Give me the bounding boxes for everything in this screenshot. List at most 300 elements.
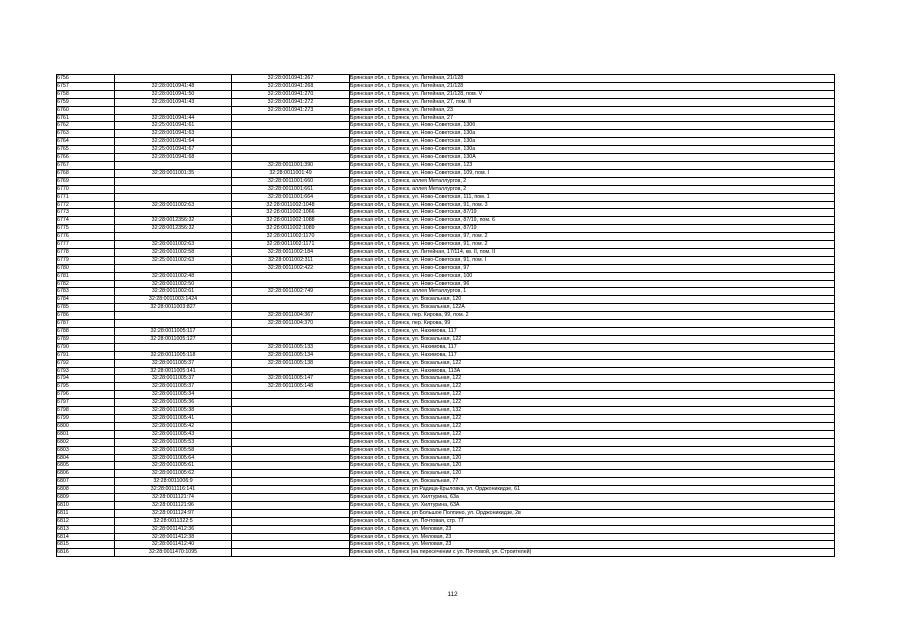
- address-cell: Брянская обл., г. Брянск, ул. Нахимова, 117: [350, 343, 835, 351]
- address-cell: Брянская обл., г. Брянск, ул. Литейная, 27, пом. II: [350, 98, 835, 106]
- land-cadastral-number-cell: 32:28:0011002:63: [115, 201, 232, 209]
- document-page: [56, 74, 835, 557]
- table-row: [57, 256, 835, 264]
- land-cadastral-number-cell: 32:28:0010941:68: [115, 154, 232, 162]
- address-cell: Брянская обл., г. Брянск, ул. Вокзальная, 122: [350, 391, 835, 399]
- address-cell: Брянская обл., г. Брянск, ул. Хилтурина, 63а: [350, 494, 835, 502]
- row-number-cell: 6761: [57, 114, 115, 122]
- address-cell: Брянская обл., г. Брянск, ул. Нахимова, 113А: [350, 367, 835, 375]
- row-number-cell: 6785: [57, 304, 115, 312]
- land-cadastral-number-cell: 32:28:0011005:117: [115, 328, 232, 336]
- row-number-cell: 6798: [57, 407, 115, 415]
- building-cadastral-number-cell: [232, 470, 350, 478]
- address-cell: Брянская обл., г. Брянск, ул. Вокзальная, 122: [350, 335, 835, 343]
- row-number-cell: 6756: [57, 75, 115, 83]
- table-row: [57, 549, 835, 557]
- building-cadastral-number-cell: 32:28:0010941:268: [232, 82, 350, 90]
- address-cell: Брянская обл., г. Брянск, ул. Ново-Советская, 123: [350, 161, 835, 169]
- address-cell: Брянская обл., г. Брянск, ул. Литейная, 17/114, кв. II, пом. II: [350, 248, 835, 256]
- address-cell: Брянская обл., г. Брянск, ул. Вокзальная, 122: [350, 383, 835, 391]
- land-cadastral-number-cell: 32:28:0011322:5: [115, 517, 232, 525]
- building-cadastral-number-cell: [232, 146, 350, 154]
- land-cadastral-number-cell: 32:28:0011005:37: [115, 383, 232, 391]
- table-row: [57, 320, 835, 328]
- address-cell: Брянская обл., г. Брянск, ул. Вокзальная, 122: [350, 359, 835, 367]
- table-row: [57, 193, 835, 201]
- land-cadastral-number-cell: [115, 264, 232, 272]
- land-cadastral-number-cell: 32:28:0011005:127: [115, 335, 232, 343]
- table-row: [57, 138, 835, 146]
- building-cadastral-number-cell: 32:28:0011002:184: [232, 248, 350, 256]
- land-cadastral-number-cell: 32:28:0010941:64: [115, 138, 232, 146]
- land-cadastral-number-cell: 32:25:0011002:63: [115, 256, 232, 264]
- row-number-cell: 6793: [57, 367, 115, 375]
- table-row: [57, 185, 835, 193]
- row-number-cell: 6790: [57, 343, 115, 351]
- table-row: [57, 82, 835, 90]
- land-cadastral-number-cell: 32:28:0011121:74: [115, 494, 232, 502]
- land-cadastral-number-cell: [115, 75, 232, 83]
- building-cadastral-number-cell: [232, 438, 350, 446]
- address-cell: Брянская обл., г. Брянск, ул. Вокзальная, 132: [350, 407, 835, 415]
- address-cell: Брянская обл., г. Брянск, ул. Вокзальная, 120: [350, 296, 835, 304]
- building-cadastral-number-cell: [232, 399, 350, 407]
- address-cell: Брянская обл., г. Брянск, ул. Вокзальная, 120: [350, 454, 835, 462]
- land-cadastral-number-cell: 32:28:0011005:62: [115, 470, 232, 478]
- table-row: [57, 541, 835, 549]
- table-row: [57, 470, 835, 478]
- table-row: [57, 501, 835, 509]
- row-number-cell: 6804: [57, 454, 115, 462]
- table-row: [57, 169, 835, 177]
- building-cadastral-number-cell: [232, 391, 350, 399]
- land-cadastral-number-cell: 32:28:0011116:141: [115, 486, 232, 494]
- address-cell: Брянская обл., г. Брянск, ул. Ново-Советская, 130а: [350, 138, 835, 146]
- building-cadastral-number-cell: [232, 517, 350, 525]
- table-row: [57, 351, 835, 359]
- address-cell: Брянская обл., г. Брянск, ул. Меловая, 23: [350, 533, 835, 541]
- land-cadastral-number-cell: 32:28:0011002:63: [115, 241, 232, 249]
- row-number-cell: 6774: [57, 217, 115, 225]
- building-cadastral-number-cell: [232, 533, 350, 541]
- land-cadastral-number-cell: 32:28:0011124:97: [115, 509, 232, 517]
- table-row: [57, 328, 835, 336]
- table-row: [57, 359, 835, 367]
- building-cadastral-number-cell: 32:28:0011002:311: [232, 256, 350, 264]
- land-cadastral-number-cell: 32:28:0011005:118: [115, 351, 232, 359]
- address-cell: Брянская обл., г. Брянск, ул. Нахимова, 117: [350, 351, 835, 359]
- row-number-cell: 6771: [57, 193, 115, 201]
- building-cadastral-number-cell: [232, 430, 350, 438]
- land-cadastral-number-cell: 32:28:0011005:41: [115, 414, 232, 422]
- building-cadastral-number-cell: 32:28:0011001:660: [232, 177, 350, 185]
- building-cadastral-number-cell: 32:28:0011004:367: [232, 312, 350, 320]
- land-cadastral-number-cell: 32:28:0011001:35: [115, 169, 232, 177]
- table-row: [57, 422, 835, 430]
- table-row: [57, 225, 835, 233]
- building-cadastral-number-cell: [232, 494, 350, 502]
- row-number-cell: 6792: [57, 359, 115, 367]
- row-number-cell: 6814: [57, 533, 115, 541]
- address-cell: Брянская обл., г. Брянск, ул. Нахимова, 117: [350, 328, 835, 336]
- land-cadastral-number-cell: [115, 343, 232, 351]
- row-number-cell: 6809: [57, 494, 115, 502]
- table-row: [57, 146, 835, 154]
- building-cadastral-number-cell: [232, 446, 350, 454]
- table-row: [57, 486, 835, 494]
- building-cadastral-number-cell: 32:28:0011005:138: [232, 359, 350, 367]
- row-number-cell: 6810: [57, 501, 115, 509]
- table-row: [57, 217, 835, 225]
- row-number-cell: 6801: [57, 430, 115, 438]
- address-cell: Брянская обл., г. Брянск, рп Большое Полпино, ул. Орджоникидзе, 2в: [350, 509, 835, 517]
- building-cadastral-number-cell: [232, 407, 350, 415]
- address-cell: Брянская обл., г. Брянск, аллея Металлургов, 2: [350, 185, 835, 193]
- row-number-cell: 6778: [57, 248, 115, 256]
- building-cadastral-number-cell: [232, 280, 350, 288]
- table-row: [57, 241, 835, 249]
- building-cadastral-number-cell: 32:28:0010941:270: [232, 90, 350, 98]
- row-number-cell: 6815: [57, 541, 115, 549]
- address-cell: Брянская обл., г. Брянск, ул. Хилтурина, 63А: [350, 501, 835, 509]
- land-cadastral-number-cell: 32:28:0011005:43: [115, 430, 232, 438]
- address-cell: Брянская обл., г. Брянск, ул. Ново-Советская, 87/19: [350, 209, 835, 217]
- land-cadastral-number-cell: [115, 233, 232, 241]
- table-row: [57, 312, 835, 320]
- address-cell: Брянская обл., г. Брянск, ул. Ново-Советская, 130б: [350, 122, 835, 130]
- building-cadastral-number-cell: [232, 549, 350, 557]
- building-cadastral-number-cell: 32:28:0011001:661: [232, 185, 350, 193]
- table-row: [57, 391, 835, 399]
- address-cell: Брянская обл., г. Брянск, ул. Вокзальная, 122: [350, 446, 835, 454]
- table-row: [57, 383, 835, 391]
- row-number-cell: 6768: [57, 169, 115, 177]
- table-row: [57, 280, 835, 288]
- land-cadastral-number-cell: 32:28:0012356:32: [115, 225, 232, 233]
- building-cadastral-number-cell: [232, 138, 350, 146]
- cadastral-table: [56, 74, 835, 557]
- address-cell: Брянская обл., г. Брянск, ул. Литейная, 21/128: [350, 75, 835, 83]
- land-cadastral-number-cell: 32:28:0010941:48: [115, 82, 232, 90]
- row-number-cell: 6805: [57, 462, 115, 470]
- building-cadastral-number-cell: 32:28:0011002:1170: [232, 233, 350, 241]
- building-cadastral-number-cell: 32:28:0011002:422: [232, 264, 350, 272]
- row-number-cell: 6789: [57, 335, 115, 343]
- land-cadastral-number-cell: 32:28:0011412:40: [115, 541, 232, 549]
- address-cell: Брянская обл., г. Брянск, ул. Вокзальная, 122: [350, 414, 835, 422]
- row-number-cell: 6784: [57, 296, 115, 304]
- building-cadastral-number-cell: [232, 122, 350, 130]
- row-number-cell: 6799: [57, 414, 115, 422]
- address-cell: Брянская обл., г. Брянск, ул. Вокзальная, 120: [350, 470, 835, 478]
- land-cadastral-number-cell: [115, 320, 232, 328]
- building-cadastral-number-cell: 32:28:0011005:148: [232, 383, 350, 391]
- row-number-cell: 6762: [57, 122, 115, 130]
- land-cadastral-number-cell: 32:25:0010941:67: [115, 146, 232, 154]
- address-cell: Брянская обл., г. Брянск, ул. Ново-Советская, 100: [350, 272, 835, 280]
- row-number-cell: 6779: [57, 256, 115, 264]
- table-row: [57, 462, 835, 470]
- table-row: [57, 177, 835, 185]
- row-number-cell: 6812: [57, 517, 115, 525]
- address-cell: Брянская обл., г. Брянск, пер. Кирова, 99: [350, 320, 835, 328]
- row-number-cell: 6813: [57, 525, 115, 533]
- land-cadastral-number-cell: 32:28:0011005:37: [115, 375, 232, 383]
- building-cadastral-number-cell: 32:28:0010941:272: [232, 98, 350, 106]
- row-number-cell: 6795: [57, 383, 115, 391]
- row-number-cell: 6775: [57, 225, 115, 233]
- table-row: [57, 201, 835, 209]
- table-row: [57, 304, 835, 312]
- building-cadastral-number-cell: [232, 422, 350, 430]
- building-cadastral-number-cell: [232, 462, 350, 470]
- land-cadastral-number-cell: 32:28:0010941:63: [115, 130, 232, 138]
- building-cadastral-number-cell: [232, 272, 350, 280]
- building-cadastral-number-cell: 32:28:0011001:390: [232, 161, 350, 169]
- land-cadastral-number-cell: 32:28:0011003:1424: [115, 296, 232, 304]
- building-cadastral-number-cell: [232, 296, 350, 304]
- land-cadastral-number-cell: 32:28:0011003:827: [115, 304, 232, 312]
- address-cell: Брянская обл., г. Брянск, ул. Литейная, 21/128, пом. V: [350, 90, 835, 98]
- row-number-cell: 6806: [57, 470, 115, 478]
- address-cell: Брянская обл., г. Брянск, ул. Литейная, 23: [350, 106, 835, 114]
- address-cell: Брянская обл., г. Брянск, ул. Ново-Советская, 109, пом. I: [350, 169, 835, 177]
- building-cadastral-number-cell: [232, 114, 350, 122]
- address-cell: Брянская обл., г. Брянск, рп Радица-Крыловка, ул. Орджоникидзе, 61: [350, 486, 835, 494]
- table-row: [57, 343, 835, 351]
- table-row: [57, 233, 835, 241]
- land-cadastral-number-cell: 32:28:0012356:32: [115, 217, 232, 225]
- land-cadastral-number-cell: 32:28:0011006:9: [115, 478, 232, 486]
- table-row: [57, 130, 835, 138]
- row-number-cell: 6767: [57, 161, 115, 169]
- address-cell: Брянская обл., г. Брянск, ул. Литейная, 27: [350, 114, 835, 122]
- address-cell: Брянская обл., г. Брянск, ул. Ново-Советская, 130а: [350, 130, 835, 138]
- land-cadastral-number-cell: 32:28:0011005:42: [115, 422, 232, 430]
- row-number-cell: 6787: [57, 320, 115, 328]
- land-cadastral-number-cell: [115, 177, 232, 185]
- address-cell: Брянская обл., г. Брянск, ул. Вокзальная, 77: [350, 478, 835, 486]
- address-cell: Брянская обл., г. Брянск, ул. Ново-Советская, 91, пом. 3: [350, 201, 835, 209]
- table-row: [57, 478, 835, 486]
- table-row: [57, 75, 835, 83]
- table-body: [57, 75, 835, 557]
- building-cadastral-number-cell: 32:28:0011002:1088: [232, 217, 350, 225]
- row-number-cell: 6776: [57, 233, 115, 241]
- building-cadastral-number-cell: 32:28:0011004:370: [232, 320, 350, 328]
- address-cell: Брянская обл., г. Брянск, ул. Ново-Советская, 97: [350, 264, 835, 272]
- row-number-cell: 6791: [57, 351, 115, 359]
- building-cadastral-number-cell: 32:28:0011005:147: [232, 375, 350, 383]
- row-number-cell: 6758: [57, 90, 115, 98]
- row-number-cell: 6777: [57, 241, 115, 249]
- address-cell: Брянская обл., г. Брянск, ул. Ново-Советская, 87/19, пом. 6: [350, 217, 835, 225]
- row-number-cell: 6803: [57, 446, 115, 454]
- row-number-cell: 6807: [57, 478, 115, 486]
- land-cadastral-number-cell: [115, 312, 232, 320]
- land-cadastral-number-cell: 32:28:0011005:53: [115, 438, 232, 446]
- table-row: [57, 438, 835, 446]
- land-cadastral-number-cell: 32:28:0011005:58: [115, 446, 232, 454]
- row-number-cell: 6794: [57, 375, 115, 383]
- building-cadastral-number-cell: 32:28:0011002:1048: [232, 201, 350, 209]
- land-cadastral-number-cell: 32:28:0011005:37: [115, 359, 232, 367]
- building-cadastral-number-cell: [232, 525, 350, 533]
- land-cadastral-number-cell: 32:28:0011470:1095: [115, 549, 232, 557]
- row-number-cell: 6772: [57, 201, 115, 209]
- row-number-cell: 6773: [57, 209, 115, 217]
- row-number-cell: 6769: [57, 177, 115, 185]
- building-cadastral-number-cell: 32:28:0011002:1066: [232, 209, 350, 217]
- table-row: [57, 296, 835, 304]
- row-number-cell: 6782: [57, 280, 115, 288]
- land-cadastral-number-cell: 32:28:0011005:36: [115, 399, 232, 407]
- address-cell: Брянская обл., г. Брянск (на пересечении с ул. Почтовой, ул. Строителей): [350, 549, 835, 557]
- address-cell: Брянская обл., г. Брянск, аллея Металлургов, 2: [350, 177, 835, 185]
- table-row: [57, 407, 835, 415]
- building-cadastral-number-cell: [232, 414, 350, 422]
- land-cadastral-number-cell: 32:28:0011005:64: [115, 454, 232, 462]
- row-number-cell: 6763: [57, 130, 115, 138]
- table-row: [57, 161, 835, 169]
- table-row: [57, 446, 835, 454]
- building-cadastral-number-cell: [232, 509, 350, 517]
- address-cell: Брянская обл., г. Брянск, ул. Вокзальная, 122: [350, 375, 835, 383]
- building-cadastral-number-cell: [232, 541, 350, 549]
- building-cadastral-number-cell: [232, 335, 350, 343]
- land-cadastral-number-cell: 32:28:0011412:38: [115, 533, 232, 541]
- land-cadastral-number-cell: 32:28:0011002:58: [115, 248, 232, 256]
- table-row: [57, 106, 835, 114]
- row-number-cell: 6811: [57, 509, 115, 517]
- table-row: [57, 335, 835, 343]
- page-number: 112: [447, 591, 458, 598]
- address-cell: Брянская обл., г. Брянск, ул. Ново-Советская, 91, пом. 2: [350, 241, 835, 249]
- table-row: [57, 122, 835, 130]
- land-cadastral-number-cell: 32:28:0011005:34: [115, 391, 232, 399]
- table-row: [57, 367, 835, 375]
- address-cell: Брянская обл., г. Брянск, ул. Вокзальная, 122: [350, 422, 835, 430]
- building-cadastral-number-cell: 32:28:0011005:134: [232, 351, 350, 359]
- building-cadastral-number-cell: [232, 304, 350, 312]
- address-cell: Брянская обл., г. Брянск, ул. Меловая, 23: [350, 541, 835, 549]
- land-cadastral-number-cell: 32:28:0011412:36: [115, 525, 232, 533]
- row-number-cell: 6796: [57, 391, 115, 399]
- building-cadastral-number-cell: 32:28:0011001:664: [232, 193, 350, 201]
- building-cadastral-number-cell: [232, 454, 350, 462]
- table-row: [57, 264, 835, 272]
- row-number-cell: 6808: [57, 486, 115, 494]
- land-cadastral-number-cell: 32:28:0010941:50: [115, 90, 232, 98]
- address-cell: Брянская обл., г. Брянск, ул. Меловая, 23: [350, 525, 835, 533]
- land-cadastral-number-cell: 32:28:0011002:50: [115, 280, 232, 288]
- table-row: [57, 414, 835, 422]
- row-number-cell: 6816: [57, 549, 115, 557]
- address-cell: Брянская обл., г. Брянск, ул. Вокзальная, 120: [350, 462, 835, 470]
- building-cadastral-number-cell: 32:28:0011002:749: [232, 288, 350, 296]
- land-cadastral-number-cell: 32:28:0011005:141: [115, 367, 232, 375]
- address-cell: Брянская обл., г. Брянск, ул. Ново-Советская, 111, пом. 1: [350, 193, 835, 201]
- table-row: [57, 509, 835, 517]
- address-cell: Брянская обл., г. Брянск, ул. Литейная, 21/128: [350, 82, 835, 90]
- building-cadastral-number-cell: 32:28:0011002:1171: [232, 241, 350, 249]
- building-cadastral-number-cell: 32:28:0010941:273: [232, 106, 350, 114]
- table-row: [57, 399, 835, 407]
- row-number-cell: 6764: [57, 138, 115, 146]
- building-cadastral-number-cell: 32:28:0011005:133: [232, 343, 350, 351]
- row-number-cell: 6797: [57, 399, 115, 407]
- table-row: [57, 288, 835, 296]
- building-cadastral-number-cell: 32:28:0011001:49: [232, 169, 350, 177]
- land-cadastral-number-cell: [115, 209, 232, 217]
- table-row: [57, 525, 835, 533]
- address-cell: Брянская обл., г. Брянск, ул. Вокзальная, 122: [350, 430, 835, 438]
- row-number-cell: 6765: [57, 146, 115, 154]
- table-row: [57, 114, 835, 122]
- row-number-cell: 6781: [57, 272, 115, 280]
- address-cell: Брянская обл., г. Брянск, ул. Ново-Советская, 130а: [350, 146, 835, 154]
- table-row: [57, 375, 835, 383]
- building-cadastral-number-cell: 32:28:0011002:1089: [232, 225, 350, 233]
- land-cadastral-number-cell: 32:28:0011002:61: [115, 288, 232, 296]
- table-row: [57, 90, 835, 98]
- land-cadastral-number-cell: [115, 161, 232, 169]
- table-row: [57, 454, 835, 462]
- table-row: [57, 533, 835, 541]
- row-number-cell: 6759: [57, 98, 115, 106]
- land-cadastral-number-cell: 32:28:0011005:38: [115, 407, 232, 415]
- table-row: [57, 494, 835, 502]
- row-number-cell: 6786: [57, 312, 115, 320]
- address-cell: Брянская обл., г. Брянск, ул. Ново-Советская, 97, пом. 2: [350, 233, 835, 241]
- row-number-cell: 6770: [57, 185, 115, 193]
- row-number-cell: 6788: [57, 328, 115, 336]
- address-cell: Брянская обл., г. Брянск, ул. Ново-Советская, 130А: [350, 154, 835, 162]
- row-number-cell: 6766: [57, 154, 115, 162]
- land-cadastral-number-cell: [115, 106, 232, 114]
- building-cadastral-number-cell: [232, 478, 350, 486]
- address-cell: Брянская обл., г. Брянск, аллея Металлургов, 1: [350, 288, 835, 296]
- building-cadastral-number-cell: 32:28:0010941:267: [232, 75, 350, 83]
- land-cadastral-number-cell: 32:28:0010941:43: [115, 98, 232, 106]
- building-cadastral-number-cell: [232, 154, 350, 162]
- building-cadastral-number-cell: [232, 130, 350, 138]
- land-cadastral-number-cell: 32:28:0010941:44: [115, 114, 232, 122]
- land-cadastral-number-cell: [115, 185, 232, 193]
- row-number-cell: 6757: [57, 82, 115, 90]
- building-cadastral-number-cell: [232, 367, 350, 375]
- land-cadastral-number-cell: 32:28:0011002:48: [115, 272, 232, 280]
- row-number-cell: 6800: [57, 422, 115, 430]
- row-number-cell: 6760: [57, 106, 115, 114]
- land-cadastral-number-cell: [115, 193, 232, 201]
- address-cell: Брянская обл., г. Брянск, ул. Вокзальная, 122А: [350, 304, 835, 312]
- building-cadastral-number-cell: [232, 328, 350, 336]
- address-cell: Брянская обл., г. Брянск, ул. Ново-Советская, 91, пом. I: [350, 256, 835, 264]
- table-row: [57, 248, 835, 256]
- address-cell: Брянская обл., г. Брянск, ул. Вокзальная, 122: [350, 399, 835, 407]
- table-row: [57, 517, 835, 525]
- building-cadastral-number-cell: [232, 486, 350, 494]
- address-cell: Брянская обл., г. Брянск, ул. Вокзальная, 122: [350, 438, 835, 446]
- land-cadastral-number-cell: 32:25:0010941:61: [115, 122, 232, 130]
- address-cell: Брянская обл., г. Брянск, ул. Ново-Советская, 87/19: [350, 225, 835, 233]
- land-cadastral-number-cell: 32:28:0011121:96: [115, 501, 232, 509]
- table-row: [57, 209, 835, 217]
- table-row: [57, 154, 835, 162]
- address-cell: Брянская обл., г. Брянск, ул. Почтовая, стр. 77: [350, 517, 835, 525]
- building-cadastral-number-cell: [232, 501, 350, 509]
